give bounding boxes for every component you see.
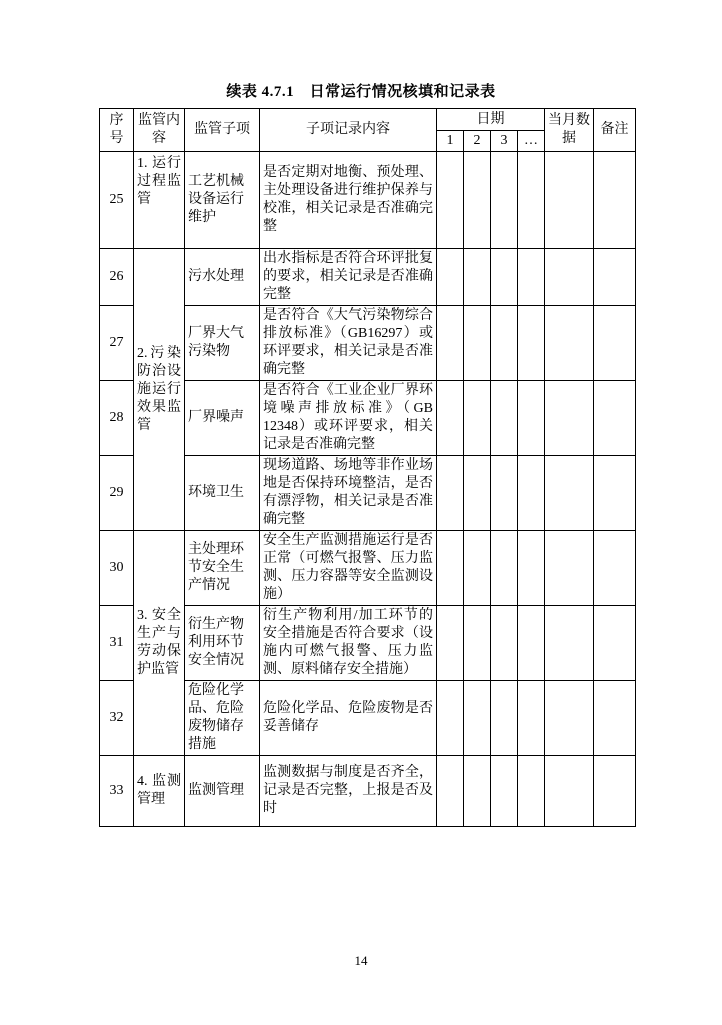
date-entry-cell xyxy=(518,249,545,306)
record-cell: 是否符合《工业企业厂界环境噪声排放标准》（GB 12348）或环评要求，相关记录是否准确完整 xyxy=(260,381,437,456)
table-header xyxy=(100,109,636,152)
date-entry-cell xyxy=(491,152,518,249)
subitem-cell: 危险化学品、危险废物储存措施 xyxy=(185,681,260,756)
header-date: 日期 xyxy=(437,109,545,131)
date-entry-cell xyxy=(518,381,545,456)
month-data-cell xyxy=(545,152,594,249)
subitem-cell: 环境卫生 xyxy=(185,456,260,531)
page-number: 14 xyxy=(354,953,368,968)
month-data-cell xyxy=(545,306,594,381)
date-entry-cell xyxy=(491,756,518,827)
table-row xyxy=(100,531,636,606)
month-data-cell xyxy=(545,249,594,306)
date-entry-cell xyxy=(518,531,545,606)
category-cell: 2.污染防治设施运行效果监管 xyxy=(134,249,185,531)
row-number-cell: 26 xyxy=(100,249,134,306)
date-entry-cell xyxy=(518,152,545,249)
date-entry-cell xyxy=(518,756,545,827)
date-entry-cell xyxy=(464,456,491,531)
date-entry-cell xyxy=(464,531,491,606)
row-number-cell: 29 xyxy=(100,456,134,531)
note-cell xyxy=(594,152,636,249)
record-cell: 安全生产监测措施运行是否正常（可燃气报警、压力监测、压力容器等安全监测设施） xyxy=(260,531,437,606)
date-entry-cell xyxy=(437,681,464,756)
table-row xyxy=(100,249,636,306)
date-entry-cell xyxy=(491,249,518,306)
month-data-cell xyxy=(545,606,594,681)
date-entry-cell xyxy=(491,381,518,456)
date-entry-cell xyxy=(437,756,464,827)
date-entry-cell xyxy=(518,681,545,756)
date-entry-cell xyxy=(437,306,464,381)
record-cell: 现场道路、场地等非作业场地是否保持环境整洁，是否有漂浮物，相关记录是否准确完整 xyxy=(260,456,437,531)
category-cell: 3. 安全生产与劳动保护监管 xyxy=(134,531,185,756)
header-no: 序号 xyxy=(100,109,134,152)
note-cell xyxy=(594,456,636,531)
row-number-cell: 28 xyxy=(100,381,134,456)
date-entry-cell xyxy=(464,681,491,756)
row-number-cell: 32 xyxy=(100,681,134,756)
date-entry-cell xyxy=(437,381,464,456)
note-cell xyxy=(594,756,636,827)
subitem-cell: 主处理环节安全生产情况 xyxy=(185,531,260,606)
table-title: 续表 4.7.1 日常运行情况核填和记录表 xyxy=(226,84,496,100)
month-data-cell xyxy=(545,456,594,531)
date-entry-cell xyxy=(464,756,491,827)
month-data-cell xyxy=(545,381,594,456)
month-data-cell xyxy=(545,531,594,606)
date-entry-cell xyxy=(491,531,518,606)
header-day-1: 1 xyxy=(437,131,464,152)
date-entry-cell xyxy=(437,606,464,681)
table-row xyxy=(100,152,636,249)
header-category: 监管内容 xyxy=(134,109,185,152)
record-cell: 危险化学品、危险废物是否妥善储存 xyxy=(260,681,437,756)
date-entry-cell xyxy=(518,606,545,681)
daily-operation-record-table xyxy=(99,108,636,827)
record-cell: 是否符合《大气污染物综合排放标准》（GB16297）或环评要求，相关记录是否准确完整 xyxy=(260,306,437,381)
subitem-cell: 厂界噪声 xyxy=(185,381,260,456)
subitem-cell: 厂界大气污染物 xyxy=(185,306,260,381)
date-entry-cell xyxy=(491,681,518,756)
table-body xyxy=(100,152,636,827)
header-record: 子项记录内容 xyxy=(260,109,437,152)
record-cell: 是否定期对地衡、预处理、主处理设备进行维护保养与校准，相关记录是否准确完整 xyxy=(260,152,437,249)
header-month-data: 当月数据 xyxy=(545,109,594,152)
row-number-cell: 30 xyxy=(100,531,134,606)
note-cell xyxy=(594,531,636,606)
date-entry-cell xyxy=(437,152,464,249)
note-cell xyxy=(594,606,636,681)
subitem-cell: 监测管理 xyxy=(185,756,260,827)
subitem-cell: 污水处理 xyxy=(185,249,260,306)
header-row-top xyxy=(100,109,636,131)
date-entry-cell xyxy=(464,152,491,249)
date-entry-cell xyxy=(518,456,545,531)
note-cell xyxy=(594,306,636,381)
header-note: 备注 xyxy=(594,109,636,152)
date-entry-cell xyxy=(464,381,491,456)
subitem-cell: 衍生产物利用环节安全情况 xyxy=(185,606,260,681)
row-number-cell: 31 xyxy=(100,606,134,681)
date-entry-cell xyxy=(464,606,491,681)
date-entry-cell xyxy=(518,306,545,381)
header-day-ellipsis: … xyxy=(518,131,545,152)
category-cell: 4. 监测管理 xyxy=(134,756,185,827)
date-entry-cell xyxy=(464,249,491,306)
date-entry-cell xyxy=(464,306,491,381)
table-row xyxy=(100,756,636,827)
subitem-cell: 工艺机械设备运行维护 xyxy=(185,152,260,249)
note-cell xyxy=(594,381,636,456)
date-entry-cell xyxy=(491,606,518,681)
record-cell: 监测数据与制度是否齐全，记录是否完整，上报是否及时 xyxy=(260,756,437,827)
date-entry-cell xyxy=(437,456,464,531)
date-entry-cell xyxy=(491,306,518,381)
date-entry-cell xyxy=(437,249,464,306)
category-cell: 1. 运行过程监管 xyxy=(134,152,185,249)
row-number-cell: 27 xyxy=(100,306,134,381)
note-cell xyxy=(594,681,636,756)
date-entry-cell xyxy=(491,456,518,531)
header-day-2: 2 xyxy=(464,131,491,152)
record-cell: 出水指标是否符合环评批复的要求，相关记录是否准确完整 xyxy=(260,249,437,306)
header-subitem: 监管子项 xyxy=(185,109,260,152)
month-data-cell xyxy=(545,681,594,756)
month-data-cell xyxy=(545,756,594,827)
row-number-cell: 33 xyxy=(100,756,134,827)
record-cell: 衍生产物利用/加工环节的安全措施是否符合要求（设施内可燃气报警、压力监测、原料储存安全措施） xyxy=(260,606,437,681)
row-number-cell: 25 xyxy=(100,152,134,249)
header-day-3: 3 xyxy=(491,131,518,152)
date-entry-cell xyxy=(437,531,464,606)
note-cell xyxy=(594,249,636,306)
